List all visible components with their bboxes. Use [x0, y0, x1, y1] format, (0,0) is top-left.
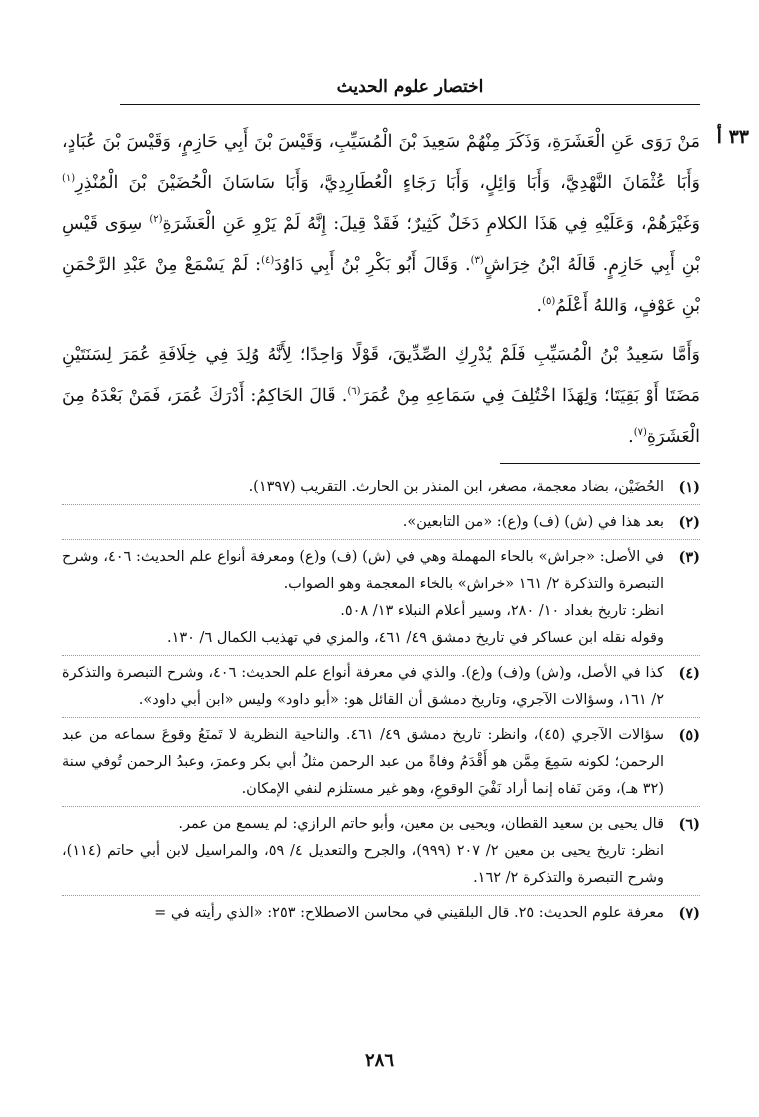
footnote-marker[interactable]: (٥) [542, 296, 556, 308]
footnote-marker[interactable]: (٦) [347, 386, 361, 398]
footnote-line: انظر: تاريخ بغداد ١٠/ ٢٨٠، وسير أعلام النبلاء ١٣/ ٥٠٨. [340, 603, 664, 619]
footnote-number: (٥) [678, 727, 700, 744]
footnote [62, 656, 700, 718]
footnote [62, 505, 700, 540]
footnote-line: قال يحيى بن سعيد القطان، ويحيى بن معين، وأبو حاتم الرازي: لم يسمع من عمر. [178, 816, 664, 832]
footnote-text [62, 544, 664, 652]
main-paragraph [62, 122, 700, 327]
footnote-text [62, 811, 664, 892]
text-segment: . [628, 427, 634, 447]
footnote-line: في الأصل: «جراش» بالحاء المهملة وهي في (ش) (ف) و(ع) ومعرفة أنواع علم الحديث: ٤٠٦، وشرح التبصرة والتذكرة ٢/ ١٦١ «خراش» بالخاء المعجمة وهو الصواب. [62, 549, 664, 592]
footnote-number: (٦) [678, 816, 700, 833]
text-segment: مَنْ رَوَى عَنِ الْعَشَرَةِ، وَذَكَرَ مِنْهُمْ سَعِيدَ بْنَ الْمُسَيِّبِ، وَقَيْسَ بْنَ أَبِي حَازِمٍ، وَقَيْسَ بْنَ عُبَادٍ، وَأَبَا عُثْمَانَ النَّهْدِيَّ، وَأَبَا وَائِلٍ، وَأَبَا رَجَاءٍ الْعُطَارِدِيَّ، وَأَبَا سَاسَانَ الْحُضَيْنَ بْنَ الْمُنْذِرِ [62, 132, 700, 193]
footnote-number: (٢) [678, 514, 700, 531]
main-paragraph [62, 335, 700, 458]
footnote-marker[interactable]: (٤) [261, 255, 275, 267]
text-segment: سِوَى قَيْسِ بْنِ أَبِي حَازِمٍ. قَالَهُ ابْنُ خِرَاشٍ [62, 214, 700, 275]
footnote-line: معرفة علوم الحديث: ٢٥. قال البلقيني في محاسن الاصطلاح: ٢٥٣: «الذي رأيته في = [154, 905, 664, 921]
text-segment: وَغَيْرَهُمْ، وَعَلَيْهِ فِي هَذَا الكلامِ دَخَلٌ كَثِيرٌ؛ فَقَدْ قِيلَ: إِنَّهُ لَمْ يَرْوِ عَنِ الْعَشَرَةِ [162, 214, 700, 234]
footnote-number: (١) [678, 479, 700, 496]
footnote-line: انظر: تاريخ يحيى بن معين ٢/ ٢٠٧ (٩٩٩)، والجرح والتعديل ٤/ ٥٩، والمراسيل لابن أبي حاتم (١١٤)، وشرح التبصرة والتذكرة ٢/ ١٦٢. [62, 843, 665, 886]
footnote-marker[interactable]: (٧) [633, 427, 647, 439]
running-header [120, 70, 700, 105]
book-title: اختصار علوم الحديث [336, 77, 484, 97]
text-segment: . وَقَالَ أَبُو بَكْرِ بْنُ أَبِي دَاوُدَ [274, 255, 471, 275]
footnote-line: الحُضَيْن، بضاد معجمة، مصغر، ابن المنذر بن الحارث. التقريب (١٣٩٧). [248, 479, 664, 495]
footnote-line: كذا في الأصل، و(ش) و(ف) و(ع). والذي في معرفة أنواع علم الحديث: ٤٠٦، وشرح التبصرة والتذكرة ٢/ ١٦١، وسؤالات الآجري، وتاريخ دمشق أن القائل هو: «أبو داود» وليس «ابن أبي داود». [62, 665, 665, 708]
text-segment: . قَالَ الحَاكِمُ: أَدْرَكَ عُمَرَ، فَمَنْ بَعْدَهُ مِنَ الْعَشَرَةِ [62, 386, 700, 447]
footnote-number: (٧) [678, 905, 700, 922]
footnote-marker[interactable]: (٣) [470, 255, 484, 267]
footnote-line: وقوله نقله ابن عساكر في تاريخ دمشق ٤٩/ ٤٦١، والمزي في تهذيب الكمال ٦/ ١٣٠. [166, 630, 664, 646]
footnote-marker[interactable]: (٢) [149, 214, 163, 226]
footnote-text [62, 474, 664, 501]
text-segment: وَأَمَّا سَعِيدُ بْنُ الْمُسَيِّبِ فَلَمْ يُدْرِكِ الصِّدِّيقَ، قَوْلًا وَاحِدًا؛ لِأَنَّهُ وُلِدَ فِي خِلَافَةِ عُمَرَ لِسَنَتَيْنِ مَضَتَا أَوْ بَقِيَتَا؛ وَلِهَذَا اخْتُلِفَ فِي سَمَاعِهِ مِنْ عُمَرَ [62, 345, 700, 406]
footnote-marker[interactable]: (١) [62, 173, 76, 185]
footnote-number: (٤) [678, 665, 700, 682]
footnote-text [62, 900, 664, 927]
footnote-text [62, 660, 664, 714]
text-segment: : لَمْ يَسْمَعْ مِنْ عَبْدِ الرَّحْمَنِ بْنِ عَوْفٍ، وَاللهُ أَعْلَمُ [62, 255, 700, 316]
footnote [62, 540, 700, 656]
footnote-separator [500, 463, 700, 464]
footnote [62, 718, 700, 807]
footnote-line: بعد هذا في (ش) (ف) و(ع): «من التابعين». [402, 514, 664, 530]
footnote-text [62, 509, 664, 536]
footnote [62, 896, 700, 930]
main-text [62, 122, 700, 458]
footnote-number: (٣) [678, 549, 700, 566]
footnote-line: سؤالات الآجري (٤٥)، وانظر: تاريخ دمشق ٤٩/ ٤٦١. والناحية النظرية لا تَمنَعُ وقوعَ سماعه من عبد الرحمن؛ لكونه سَمِعَ مِمَّن هو أَقْدَمُ وفاةً من عبد الرحمن مثلُ أبي بكر وعمرَ، وعبدُ الرحمن تُوفي سنة (٣٢ هـ)، ومَن نَفاه إنما أراد نَفْيَ الوقوعِ، وهو غير مستلزم لنفي الإمكان. [62, 727, 664, 797]
footnote [62, 807, 700, 896]
footnotes [62, 470, 700, 930]
section-number: ٣٣ أ [716, 126, 749, 148]
footnote [62, 470, 700, 505]
footnote-text [62, 722, 664, 803]
page-number: ٢٨٦ [364, 1050, 394, 1071]
text-segment: . [536, 296, 543, 316]
